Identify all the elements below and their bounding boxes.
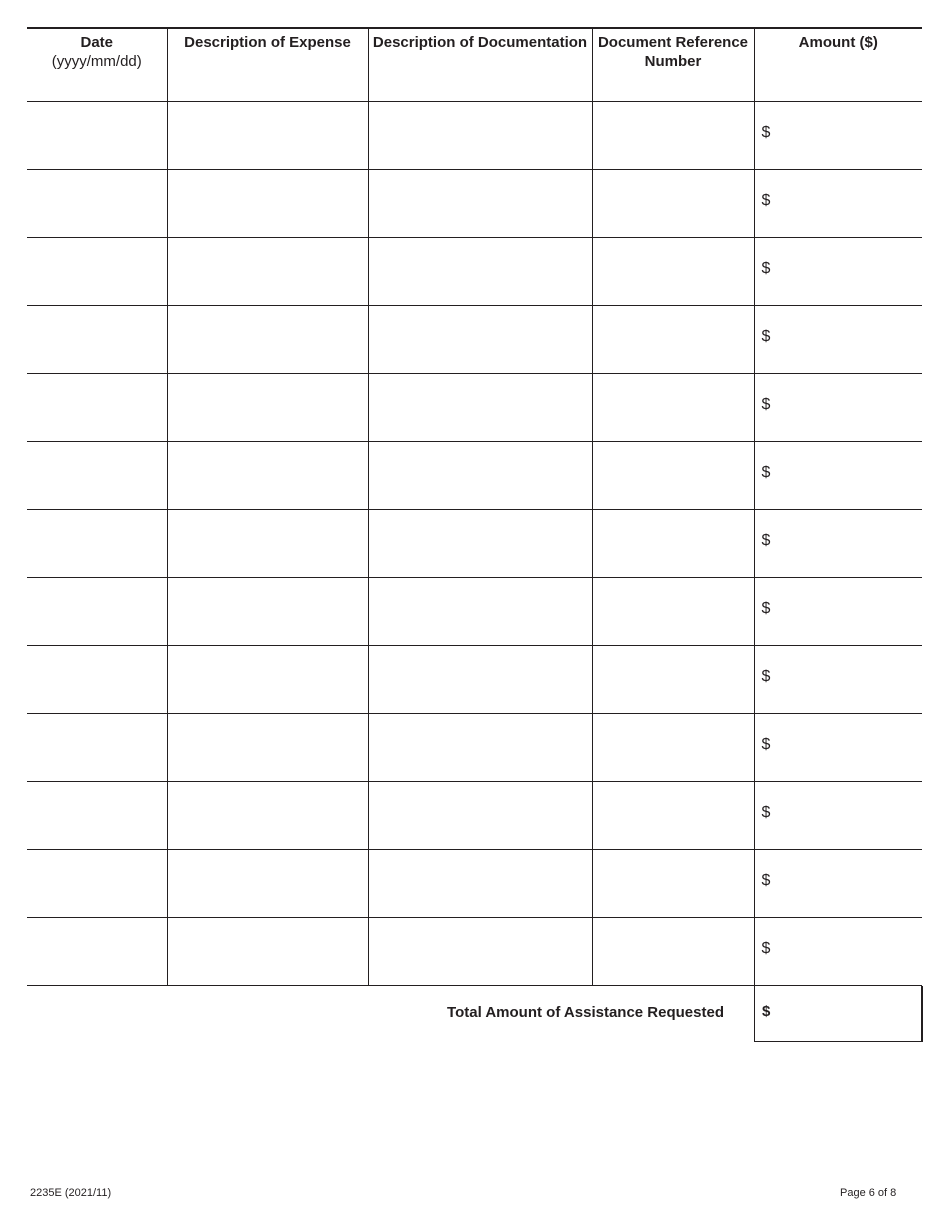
description-of-expense-cell[interactable] [167,850,368,918]
expense-form-page [27,27,922,1044]
description-of-documentation-cell[interactable] [368,102,592,170]
table-row [27,646,922,714]
amount-cell[interactable] [754,578,922,646]
column-header-date [27,28,167,102]
description-of-documentation-cell[interactable] [368,578,592,646]
document-reference-number-cell[interactable] [592,782,754,850]
date-cell[interactable] [27,510,167,578]
amount-cell[interactable] [754,714,922,782]
amount-cell[interactable] [754,850,922,918]
amount-currency-symbol: $ [761,600,771,617]
document-reference-number-cell[interactable] [592,238,754,306]
form-number: 2235E (2021/11) [30,1187,112,1199]
amount-currency-symbol: $ [761,532,771,549]
total-row [27,986,922,1044]
column-header-amount: Amount ($) [754,28,922,102]
description-of-documentation-cell[interactable] [368,850,592,918]
date-cell[interactable] [27,646,167,714]
amount-currency-symbol: $ [761,260,771,277]
document-reference-number-cell[interactable] [592,374,754,442]
table-header-row [27,28,922,102]
total-currency-symbol: $ [762,1003,771,1020]
amount-cell[interactable] [754,374,922,442]
table-row [27,238,922,306]
description-of-expense-cell[interactable] [167,238,368,306]
document-reference-number-cell[interactable] [592,646,754,714]
description-of-documentation-cell[interactable] [368,646,592,714]
date-format-hint: (yyyy/mm/dd) [51,53,142,70]
amount-currency-symbol: $ [761,192,771,209]
document-reference-number-cell[interactable] [592,918,754,986]
date-header-label: Date [80,34,113,51]
document-reference-number-cell[interactable] [592,306,754,374]
column-header-document-reference-number: Document Reference Number [592,28,754,102]
description-of-expense-cell[interactable] [167,306,368,374]
date-cell[interactable] [27,782,167,850]
amount-cell[interactable] [754,918,922,986]
amount-cell[interactable] [754,510,922,578]
amount-currency-symbol: $ [761,124,771,141]
table-row [27,714,922,782]
document-reference-number-cell[interactable] [592,510,754,578]
date-cell[interactable] [27,578,167,646]
date-cell[interactable] [27,170,167,238]
description-of-expense-cell[interactable] [167,918,368,986]
description-of-documentation-cell[interactable] [368,170,592,238]
description-of-documentation-cell[interactable] [368,306,592,374]
table-row [27,782,922,850]
description-of-expense-cell[interactable] [167,578,368,646]
description-of-documentation-cell[interactable] [368,442,592,510]
description-of-documentation-cell[interactable] [368,374,592,442]
amount-currency-symbol: $ [761,464,771,481]
amount-currency-symbol: $ [761,668,771,685]
date-cell[interactable] [27,238,167,306]
document-reference-number-cell[interactable] [592,578,754,646]
date-cell[interactable] [27,714,167,782]
amount-currency-symbol: $ [761,328,771,345]
description-of-expense-cell[interactable] [167,374,368,442]
column-header-description-of-documentation: Description of Documentation [368,28,592,102]
table-row [27,306,922,374]
date-cell[interactable] [27,850,167,918]
table-row [27,102,922,170]
table-row [27,374,922,442]
description-of-documentation-cell[interactable] [368,510,592,578]
amount-cell[interactable] [754,170,922,238]
date-cell[interactable] [27,102,167,170]
amount-cell[interactable] [754,646,922,714]
document-reference-number-cell[interactable] [592,850,754,918]
description-of-expense-cell[interactable] [167,510,368,578]
amount-currency-symbol: $ [761,804,771,821]
table-row [27,918,922,986]
document-reference-number-cell[interactable] [592,442,754,510]
date-cell[interactable] [27,306,167,374]
description-of-expense-cell[interactable] [167,782,368,850]
description-of-expense-cell[interactable] [167,646,368,714]
expense-rows [27,102,922,986]
date-cell[interactable] [27,918,167,986]
description-of-expense-cell[interactable] [167,442,368,510]
document-reference-number-cell[interactable] [592,714,754,782]
description-of-expense-cell[interactable] [167,170,368,238]
amount-currency-symbol: $ [761,872,771,889]
page-number: Page 6 of 8 [840,1187,897,1199]
amount-cell[interactable] [754,102,922,170]
amount-currency-symbol: $ [761,736,771,753]
description-of-documentation-cell[interactable] [368,918,592,986]
description-of-documentation-cell[interactable] [368,714,592,782]
amount-currency-symbol: $ [761,940,771,957]
expense-table [27,27,922,986]
amount-cell[interactable] [754,238,922,306]
table-row [27,170,922,238]
amount-cell[interactable] [754,306,922,374]
total-label: Total Amount of Assistance Requested [447,1004,724,1021]
table-row [27,442,922,510]
amount-currency-symbol: $ [761,396,771,413]
description-of-documentation-cell[interactable] [368,238,592,306]
description-of-expense-cell[interactable] [167,102,368,170]
total-amount-field[interactable] [754,986,923,1042]
date-cell[interactable] [27,442,167,510]
description-of-expense-cell[interactable] [167,714,368,782]
column-header-description-of-expense: Description of Expense [167,28,368,102]
amount-cell[interactable] [754,782,922,850]
date-cell[interactable] [27,374,167,442]
amount-cell[interactable] [754,442,922,510]
document-reference-number-cell[interactable] [592,102,754,170]
description-of-documentation-cell[interactable] [368,782,592,850]
table-row [27,510,922,578]
document-reference-number-cell[interactable] [592,170,754,238]
table-row [27,578,922,646]
table-row [27,850,922,918]
